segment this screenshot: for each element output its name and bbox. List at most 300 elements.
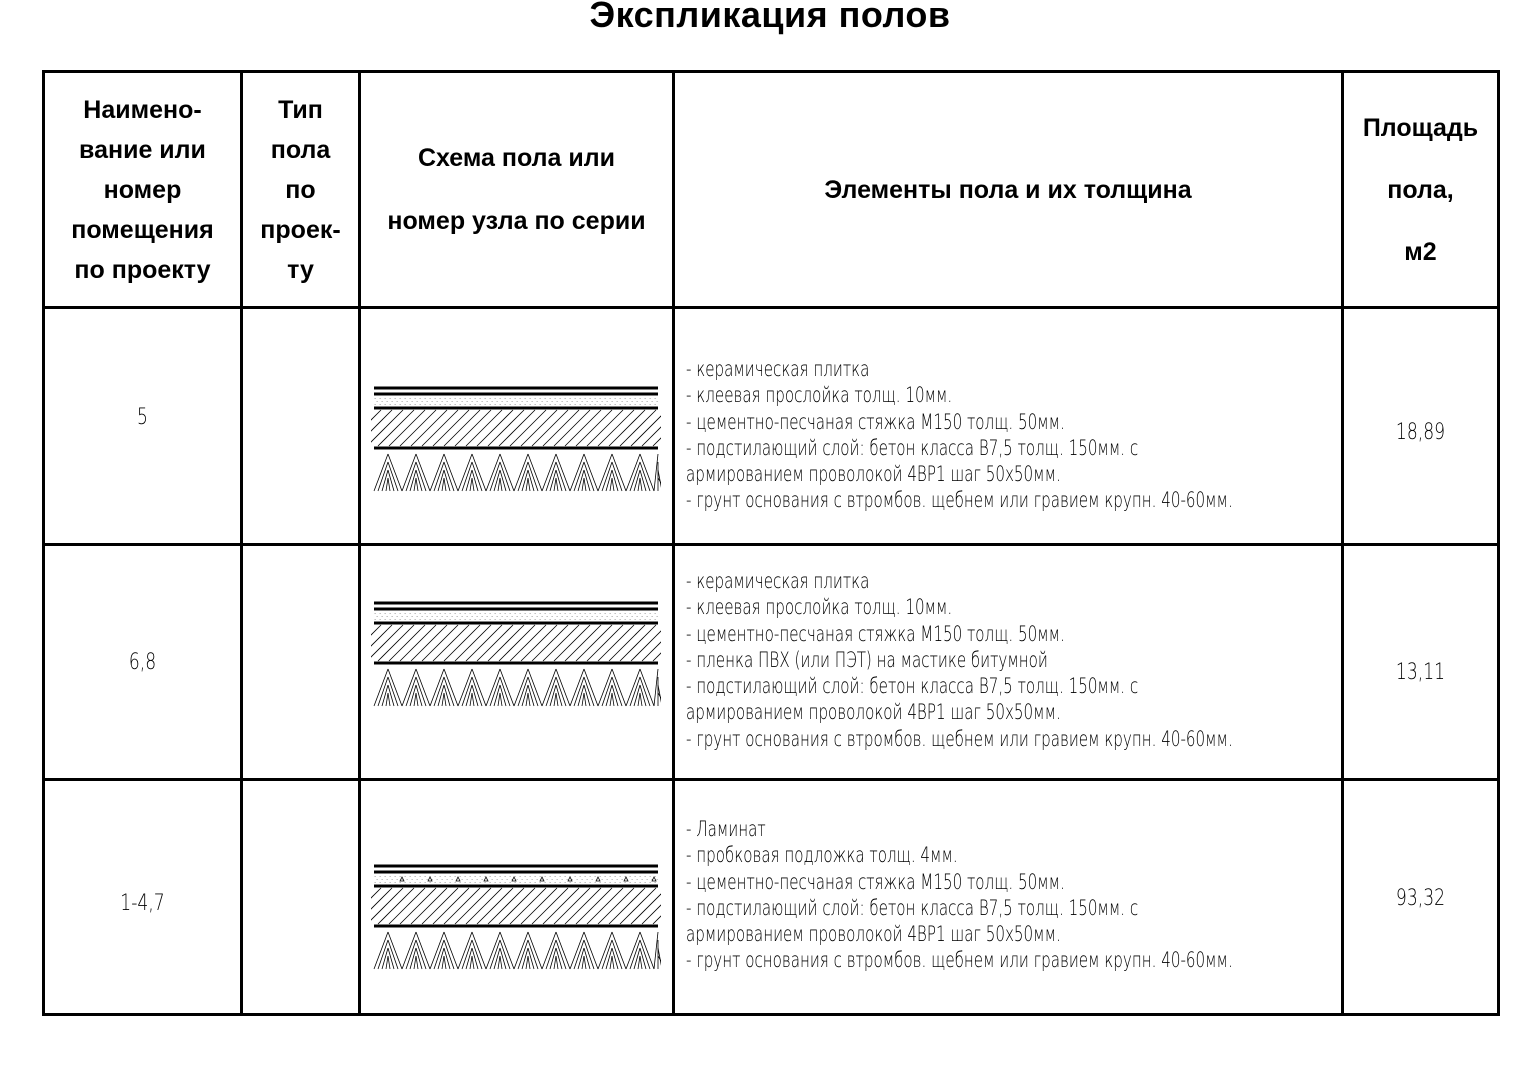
screed-dot	[442, 879, 443, 880]
screed-dot	[632, 616, 633, 617]
soil-hatch	[386, 478, 388, 491]
soil-hatch	[556, 693, 558, 706]
screed-dot	[515, 882, 516, 883]
screed-dot	[445, 613, 446, 614]
soil-hatch	[550, 470, 556, 491]
screed-dot	[627, 616, 628, 617]
screed-dot	[440, 882, 441, 883]
screed-dot	[477, 616, 478, 617]
page-title: Экспликация полов	[589, 0, 951, 35]
concrete-hatch	[389, 888, 425, 924]
screed-dot	[482, 879, 483, 880]
element-line: - подстилающий слой: бетон класса В7,5 толщ. 150мм. с	[686, 674, 1139, 699]
concrete-hatch	[565, 410, 601, 446]
header-floor-scheme	[361, 73, 672, 306]
screed-dot	[595, 398, 596, 399]
screed-dot	[395, 613, 396, 614]
screed-dot	[510, 398, 511, 399]
screed-dot	[415, 619, 416, 620]
screed-dot	[575, 876, 576, 877]
soil-hatch	[472, 470, 478, 491]
screed-dot	[510, 613, 511, 614]
screed-dot	[432, 401, 433, 402]
soil-hatch	[606, 470, 612, 491]
concrete-hatch	[400, 625, 436, 661]
floor-scheme-drawing	[371, 385, 661, 505]
screed-dot	[497, 401, 498, 402]
soil-hatch	[528, 932, 542, 969]
screed-dot	[440, 404, 441, 405]
screed-dot	[617, 401, 618, 402]
screed-dot	[435, 876, 436, 877]
soil-hatch	[638, 956, 640, 969]
screed-dot	[570, 398, 571, 399]
soil-hatch	[444, 685, 450, 706]
soil-hatch	[556, 948, 562, 969]
screed-dot	[425, 619, 426, 620]
soil-hatch	[526, 693, 528, 706]
soil-hatch	[626, 669, 640, 706]
concrete-hatch	[543, 888, 579, 924]
soil-hatch	[416, 685, 422, 706]
screed-dot	[447, 401, 448, 402]
screed-dot	[400, 613, 401, 614]
screed-dot	[567, 401, 568, 402]
screed-dot	[375, 876, 376, 877]
screed-dot	[570, 404, 571, 405]
concrete-hatch	[499, 625, 535, 661]
screed-dot	[450, 398, 451, 399]
soil-hatch	[388, 478, 390, 491]
floor-elements-list	[686, 568, 1233, 752]
screed-dot	[640, 398, 641, 399]
screed-dot	[390, 876, 391, 877]
screed-dot	[552, 879, 553, 880]
screed-dot	[577, 616, 578, 617]
soil-hatch	[416, 470, 422, 491]
concrete-hatch	[620, 888, 656, 924]
screed-dot	[570, 613, 571, 614]
soil-hatch	[626, 932, 640, 969]
screed-dot	[465, 613, 466, 614]
screed-dot	[517, 879, 518, 880]
screed-dot	[375, 619, 376, 620]
soil-hatch	[444, 470, 450, 491]
screed-dot	[430, 398, 431, 399]
soil-hatch	[638, 693, 640, 706]
concrete-hatch	[378, 625, 414, 661]
screed-dot	[505, 619, 506, 620]
screed-dot	[620, 882, 621, 883]
screed-dot	[415, 404, 416, 405]
screed-dot	[610, 882, 611, 883]
soil-hatch	[514, 669, 528, 706]
concrete-hatch	[444, 888, 480, 924]
soil-hatch	[494, 470, 500, 491]
soil-hatch	[522, 685, 528, 706]
screed-dot	[490, 619, 491, 620]
screed-dot	[550, 876, 551, 877]
element-line: - грунт основания с втромбов. щебнем или гравием крупн. 40-60мм.	[686, 948, 1233, 973]
screed-dot	[650, 882, 651, 883]
screed-dot	[507, 879, 508, 880]
header-text: помещения	[71, 215, 214, 244]
screed-dot	[585, 619, 586, 620]
concrete-hatch	[510, 625, 546, 661]
screed-dot	[465, 876, 466, 877]
screed-dot	[515, 876, 516, 877]
soil-hatch	[584, 685, 590, 706]
header-text: вание или	[79, 135, 206, 164]
screed-dot	[450, 613, 451, 614]
screed-dot	[472, 401, 473, 402]
screed-dot	[495, 882, 496, 883]
screed-dot	[392, 616, 393, 617]
soil-hatch	[584, 932, 598, 969]
screed-dot	[635, 876, 636, 877]
screed-dot	[377, 879, 378, 880]
screed-dot	[515, 619, 516, 620]
screed-dot	[417, 616, 418, 617]
screed-dot	[490, 613, 491, 614]
screed-dot	[542, 879, 543, 880]
concrete-hatch	[609, 625, 645, 661]
header-text: Тип	[278, 95, 323, 124]
soil-hatch	[414, 693, 416, 706]
soil-hatch	[486, 932, 500, 969]
screed-dot	[422, 879, 423, 880]
screed-dot	[455, 404, 456, 405]
screed-dot	[600, 619, 601, 620]
concrete-hatch	[521, 410, 557, 446]
concrete-hatch	[378, 888, 414, 924]
screed-dot	[470, 404, 471, 405]
screed-dot	[457, 401, 458, 402]
soil-hatch	[640, 932, 654, 969]
soil-hatch	[612, 685, 618, 706]
soil-hatch	[472, 693, 474, 706]
soil-hatch	[402, 932, 416, 969]
screed-dot	[637, 879, 638, 880]
soil-hatch	[528, 669, 542, 706]
screed-dot	[415, 876, 416, 877]
screed-dot	[485, 613, 486, 614]
soil-hatch	[458, 454, 472, 491]
screed-dot	[375, 398, 376, 399]
soil-hatch	[410, 948, 416, 969]
screed-dot	[482, 616, 483, 617]
concrete-hatch	[521, 888, 557, 924]
screed-dot	[385, 398, 386, 399]
soil-hatch	[582, 478, 584, 491]
concrete-hatch	[378, 410, 414, 446]
screed-dot	[517, 616, 518, 617]
soil-hatch	[470, 478, 472, 491]
screed-dot	[505, 404, 506, 405]
aggregate-mark	[568, 877, 572, 881]
screed-dot	[422, 616, 423, 617]
concrete-hatch	[389, 625, 425, 661]
soil-hatch	[598, 932, 612, 969]
soil-hatch	[522, 470, 528, 491]
screed-dot	[405, 882, 406, 883]
screed-dot	[505, 398, 506, 399]
screed-dot	[555, 404, 556, 405]
screed-dot	[605, 882, 606, 883]
soil-hatch	[612, 932, 626, 969]
header-text: м2	[1404, 237, 1437, 266]
screed-dot	[380, 619, 381, 620]
soil-hatch	[554, 693, 556, 706]
soil-hatch	[438, 470, 444, 491]
screed-dot	[475, 882, 476, 883]
concrete-hatch	[455, 888, 491, 924]
screed-dot	[645, 876, 646, 877]
soil-hatch	[466, 685, 472, 706]
screed-dot	[480, 619, 481, 620]
soil-hatch	[466, 948, 472, 969]
screed-dot	[640, 613, 641, 614]
floor-elements-list	[686, 816, 1233, 974]
screed-dot	[547, 616, 548, 617]
screed-dot	[435, 404, 436, 405]
screed-dot	[410, 404, 411, 405]
screed-dot	[580, 882, 581, 883]
header-text: Схема пола или	[417, 143, 615, 172]
concrete-hatch	[444, 410, 480, 446]
screed-dot	[655, 404, 656, 405]
screed-dot	[655, 613, 656, 614]
soil-hatch	[584, 956, 586, 969]
screed-dot	[520, 398, 521, 399]
screed-dot	[410, 876, 411, 877]
element-line: - цементно-песчаная стяжка М150 толщ. 50мм.	[686, 409, 1065, 434]
screed-dot	[600, 398, 601, 399]
screed-dot	[535, 876, 536, 877]
screed-dot	[640, 882, 641, 883]
screed-dot	[647, 879, 648, 880]
screed-dot	[485, 619, 486, 620]
soil-hatch	[528, 478, 530, 491]
screed-dot	[525, 613, 526, 614]
screed-dot	[632, 401, 633, 402]
soil-hatch	[542, 454, 556, 491]
room-number: 1-4,7	[120, 891, 165, 916]
concrete-hatch	[598, 888, 634, 924]
screed-dot	[590, 398, 591, 399]
soil-hatch	[414, 956, 416, 969]
soil-hatch	[416, 669, 430, 706]
screed-dot	[595, 876, 596, 877]
soil-hatch	[606, 948, 612, 969]
soil-hatch	[578, 470, 584, 491]
floor-type	[256, 309, 346, 543]
soil-hatch	[584, 948, 590, 969]
screed-dot	[630, 882, 631, 883]
screed-dot	[530, 619, 531, 620]
screed-dot	[602, 401, 603, 402]
floor-area: 13,11	[1395, 659, 1446, 685]
screed-dot	[490, 876, 491, 877]
soil-hatch	[494, 948, 500, 969]
screed-dot	[380, 404, 381, 405]
concrete-hatch	[488, 888, 524, 924]
screed-dot	[630, 619, 631, 620]
screed-dot	[615, 882, 616, 883]
soil-hatch	[528, 948, 534, 969]
screed-dot	[587, 616, 588, 617]
screed-dot	[657, 879, 658, 880]
screed-dot	[530, 876, 531, 877]
screed-dot	[377, 616, 378, 617]
screed-dot	[625, 613, 626, 614]
floor-scheme-drawing	[371, 863, 661, 983]
screed-dot	[555, 619, 556, 620]
screed-dot	[435, 398, 436, 399]
screed-dot	[455, 398, 456, 399]
screed-dot	[617, 879, 618, 880]
screed-dot	[430, 619, 431, 620]
screed-dot	[400, 619, 401, 620]
screed-dot	[485, 876, 486, 877]
screed-dot	[605, 613, 606, 614]
screed-dot	[390, 613, 391, 614]
screed-dot	[412, 401, 413, 402]
soil-hatch	[598, 454, 612, 491]
screed-dot	[507, 616, 508, 617]
screed-dot	[465, 398, 466, 399]
soil-hatch	[522, 948, 528, 969]
screed-dot	[420, 404, 421, 405]
screed-dot	[637, 401, 638, 402]
screed-dot	[542, 616, 543, 617]
screed-dot	[650, 398, 651, 399]
screed-dot	[467, 879, 468, 880]
screed-dot	[580, 876, 581, 877]
soil-hatch	[584, 693, 586, 706]
concrete-hatch	[433, 410, 469, 446]
screed-dot	[642, 879, 643, 880]
screed-dot	[487, 401, 488, 402]
soil-hatch	[612, 948, 618, 969]
screed-dot	[552, 401, 553, 402]
soil-hatch	[500, 470, 506, 491]
screed-dot	[620, 404, 621, 405]
screed-dot	[412, 879, 413, 880]
screed-dot	[612, 616, 613, 617]
concrete-hatch	[620, 625, 656, 661]
screed-dot	[450, 404, 451, 405]
soil-hatch	[542, 669, 556, 706]
concrete-hatch	[466, 888, 502, 924]
screed-dot	[527, 879, 528, 880]
soil-hatch	[444, 948, 450, 969]
soil-hatch	[442, 693, 444, 706]
concrete-hatch	[371, 625, 392, 661]
concrete-hatch	[543, 625, 579, 661]
soil-hatch	[582, 693, 584, 706]
screed-dot	[655, 398, 656, 399]
concrete-hatch	[576, 625, 612, 661]
element-line: - подстилающий слой: бетон класса В7,5 толщ. 150мм. с	[686, 435, 1139, 460]
concrete-hatch	[371, 410, 392, 446]
screed-dot	[647, 616, 648, 617]
screed-dot	[425, 404, 426, 405]
soil-hatch	[514, 454, 528, 491]
soil-hatch	[416, 948, 422, 969]
screed-dot	[392, 879, 393, 880]
concrete-hatch	[532, 625, 568, 661]
screed-dot	[455, 619, 456, 620]
screed-dot	[640, 876, 641, 877]
screed-dot	[462, 616, 463, 617]
screed-dot	[395, 882, 396, 883]
screed-dot	[550, 613, 551, 614]
soil-hatch	[550, 685, 556, 706]
concrete-hatch	[455, 410, 491, 446]
screed-dot	[572, 401, 573, 402]
soil-hatch	[386, 693, 388, 706]
screed-dot	[602, 879, 603, 880]
screed-dot	[575, 404, 576, 405]
screed-dot	[630, 404, 631, 405]
screed-dot	[497, 616, 498, 617]
screed-dot	[445, 619, 446, 620]
screed-dot	[380, 882, 381, 883]
screed-dot	[595, 404, 596, 405]
screed-dot	[560, 398, 561, 399]
screed-dot	[420, 398, 421, 399]
screed-dot	[452, 401, 453, 402]
screed-dot	[605, 398, 606, 399]
screed-dot	[425, 876, 426, 877]
soil-hatch	[472, 454, 486, 491]
screed-dot	[540, 404, 541, 405]
header-room-name	[45, 73, 240, 306]
screed-dot	[407, 401, 408, 402]
screed-dot	[417, 401, 418, 402]
screed-dot	[592, 401, 593, 402]
screed-dot	[635, 619, 636, 620]
element-line: армированием проволокой 4ВР1 шаг 50х50мм.	[686, 462, 1061, 487]
screed-dot	[605, 876, 606, 877]
screed-dot	[385, 882, 386, 883]
soil-hatch	[382, 470, 388, 491]
screed-dot	[390, 619, 391, 620]
screed-dot	[390, 404, 391, 405]
screed-dot	[430, 404, 431, 405]
screed-dot	[460, 613, 461, 614]
screed-dot	[640, 404, 641, 405]
screed-dot	[645, 404, 646, 405]
element-line: - подстилающий слой: бетон класса В7,5 толщ. 150мм. с	[686, 895, 1139, 920]
soil-hatch	[486, 669, 500, 706]
screed-dot	[375, 404, 376, 405]
screed-dot	[590, 404, 591, 405]
screed-dot	[597, 401, 598, 402]
soil-hatch	[386, 956, 388, 969]
concrete-hatch	[477, 888, 513, 924]
screed-dot	[610, 613, 611, 614]
screed-dot	[512, 401, 513, 402]
screed-dot	[530, 404, 531, 405]
screed-dot	[492, 401, 493, 402]
soil-hatch	[514, 932, 528, 969]
screed-dot	[450, 619, 451, 620]
screed-dot	[567, 879, 568, 880]
soil-hatch	[388, 693, 390, 706]
soil-hatch	[612, 693, 614, 706]
